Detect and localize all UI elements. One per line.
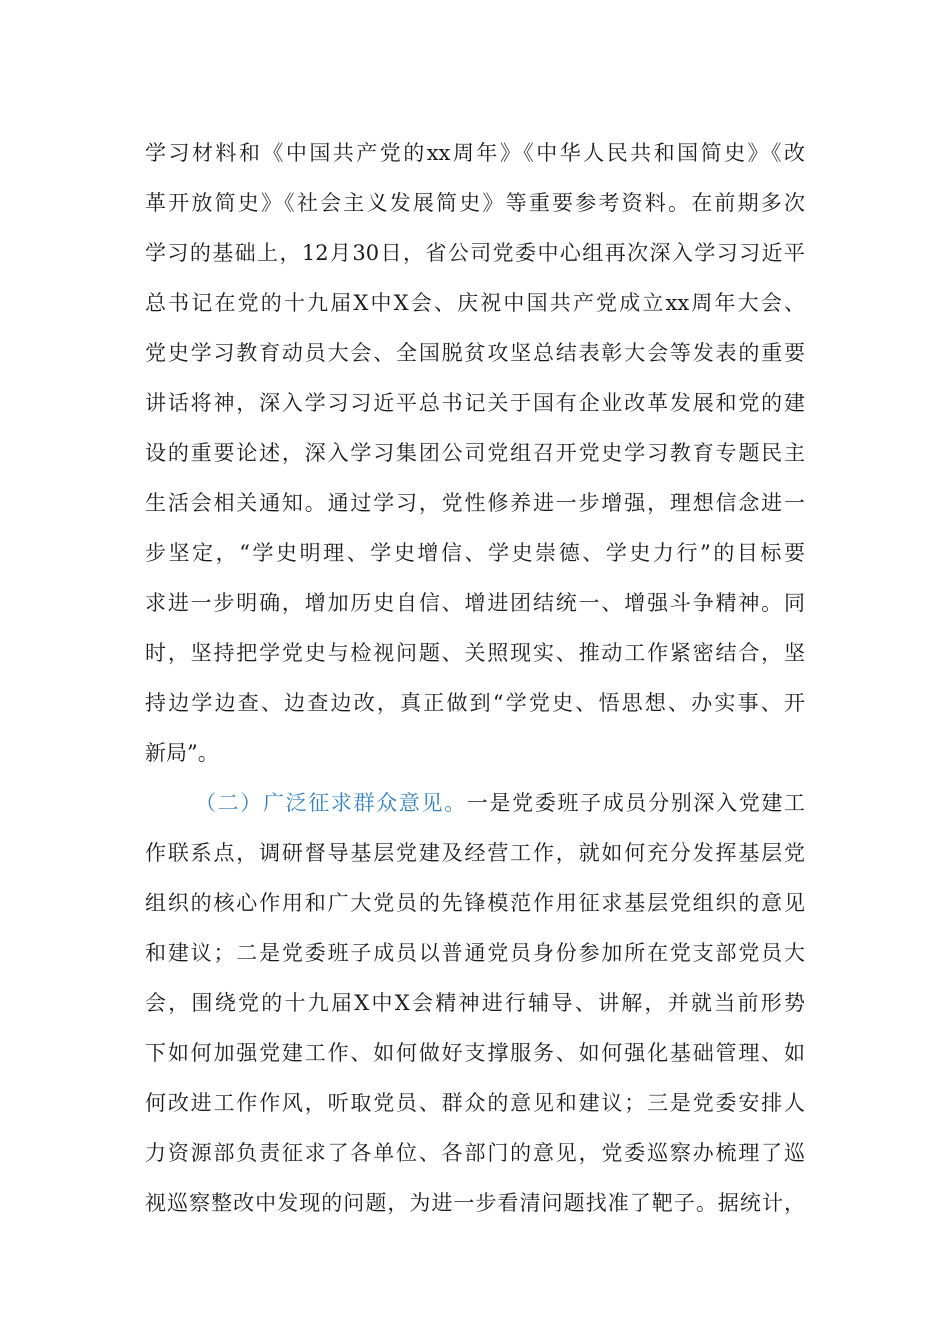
text-line: 下如何加强党建工作、如何做好支撑服务、如何强化基础管理、如 [145, 1041, 805, 1065]
text-line: 作联系点，调研督导基层党建及经营工作，就如何充分发挥基层党 [145, 841, 805, 865]
text-line: 力资源部负责征求了各单位、各部门的意见，党委巡察办梳理了巡 [145, 1141, 805, 1165]
text-line: 持边学边查、边查边改，真正做到“学党史、悟思想、办实事、开 [145, 691, 805, 715]
text-line: 步坚定，“学史明理、学史增信、学史崇德、学史力行”的目标要 [145, 541, 805, 565]
text-line: 和建议；二是党委班子成员以普通党员身份参加所在党支部党员大 [145, 941, 805, 965]
text-line: 视巡察整改中发现的问题，为进一步看清问题找准了靶子。据统计， [145, 1191, 805, 1215]
text-line: 学习的基础上，12月30日，省公司党委中心组再次深入学习习近平 [145, 241, 805, 265]
text-line: 讲话将神，深入学习习近平总书记关于国有企业改革发展和党的建 [145, 391, 805, 415]
section-heading: （二）广泛征求群众意见。 [195, 791, 467, 815]
text-line: 生活会相关通知。通过学习，党性修养进一步增强，理想信念进一 [145, 491, 805, 515]
text-line: 何改进工作作风，听取党员、群众的意见和建议；三是党委安排人 [145, 1091, 805, 1115]
text-line: 设的重要论述，深入学习集团公司党组召开党史学习教育专题民主 [145, 441, 805, 465]
text-line: 会，围绕党的十九届X中X会精神进行辅导、讲解，并就当前形势 [145, 991, 805, 1015]
text-line: 求进一步明确，增加历史自信、增进团结统一、增强斗争精神。同 [145, 591, 805, 615]
heading-line-rest: 一是党委班子成员分别深入党建工 [466, 791, 806, 815]
text-line [195, 788, 805, 818]
text-line: 时，坚持把学党史与检视问题、关照现实、推动工作紧密结合，坚 [145, 641, 805, 665]
text-line: 组织的核心作用和广大党员的先锋模范作用征求基层党组织的意见 [145, 891, 805, 915]
text-line: 革开放简史》《社会主义发展简史》等重要参考资料。在前期多次 [145, 191, 805, 215]
text-line: 新局”。 [145, 741, 219, 765]
text-line: 学习材料和《中国共产党的xx周年》《中华人民共和国简史》《改 [145, 141, 805, 165]
text-line: 党史学习教育动员大会、全国脱贫攻坚总结表彰大会等发表的重要 [145, 341, 805, 365]
text-line: 总书记在党的十九届X中X会、庆祝中国共产党成立xx周年大会、 [145, 291, 805, 315]
